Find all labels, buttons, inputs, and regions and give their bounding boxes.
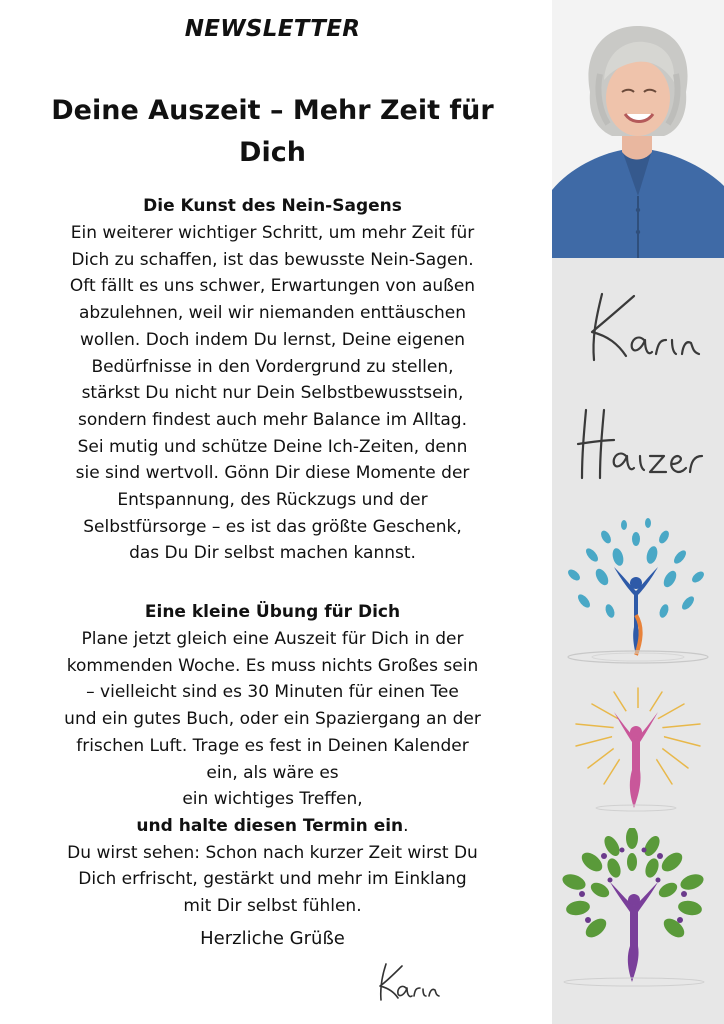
paragraph-line: ein wichtiges Treffen, xyxy=(182,789,363,810)
emphasis-suffix: . xyxy=(403,815,409,836)
paragraph-line: sondern findest auch mehr Balance im Alltag. xyxy=(78,409,467,430)
title-line: Deine Auszeit – Mehr Zeit für xyxy=(51,95,494,126)
paragraph-line: Du wirst sehen: Schon nach kurzer Zeit wirst Du xyxy=(67,842,478,863)
newsletter-label: NEWSLETTER xyxy=(184,16,361,42)
signoff-text: Herzliche Grüße xyxy=(200,928,345,949)
paragraph-line: Entspannung, des Rückzugs und der xyxy=(117,490,428,511)
paragraph-line: mit Dir selbst fühlen. xyxy=(183,896,362,917)
section-body-uebung xyxy=(30,626,515,920)
paragraph-line: Dich zu schaffen, ist das bewusste Nein-Sagen. xyxy=(71,249,474,270)
portrait-photo xyxy=(552,0,724,258)
section-body-nein-sagen xyxy=(30,220,515,567)
paragraph-line: das Du Dir selbst machen kannst. xyxy=(129,543,416,564)
paragraph-line: und ein gutes Buch, oder ein Spaziergang an der xyxy=(64,709,481,730)
paragraph-line: Plane jetzt gleich eine Auszeit für Dich in der xyxy=(81,629,464,649)
paragraph-line: kommenden Woche. Es muss nichts Großes sein xyxy=(66,655,479,676)
paragraph-line: stärkst Du nicht nur Dein Selbstbewusstsein, xyxy=(81,383,464,404)
sun-figure-icon xyxy=(552,684,724,812)
signature-first-name xyxy=(552,282,724,372)
paragraph-line: ein, als wäre es xyxy=(206,762,339,783)
water-tree-figure-icon xyxy=(552,515,724,665)
emphasis-text: und halte diesen Termin ein xyxy=(136,815,404,836)
green-tree-figure-icon xyxy=(552,828,724,988)
paragraph-line: abzulehnen, weil wir niemanden enttäuschen xyxy=(78,303,466,324)
emphasis-line xyxy=(30,813,515,840)
page-title xyxy=(20,90,525,174)
paragraph-line: Bedürfnisse in den Vordergrund zu stellen, xyxy=(91,356,454,377)
signature-last-name xyxy=(552,398,724,488)
paragraph-line: Dich erfrischt, gestärkt und mehr im Einklang xyxy=(78,869,467,890)
signature-small xyxy=(372,958,442,1006)
paragraph-line: Selbstfürsorge – es ist das größte Geschenk, xyxy=(83,516,462,537)
title-line: Dich xyxy=(239,137,306,168)
section-heading-uebung: Eine kleine Übung für Dich xyxy=(144,602,401,622)
paragraph-line: Oft fällt es uns schwer, Erwartungen von außen xyxy=(69,276,476,297)
sidebar xyxy=(552,0,724,1024)
paragraph-line: – vielleicht sind es 30 Minuten für einen Tee xyxy=(86,682,459,703)
paragraph-line: wollen. Doch indem Du lernst, Deine eigenen xyxy=(79,329,466,350)
paragraph-line: Sei mutig und schütze Deine Ich-Zeiten, denn xyxy=(77,436,468,457)
section-heading-nein-sagen: Die Kunst des Nein-Sagens xyxy=(143,196,402,216)
paragraph-line: sie sind wertvoll. Gönn Dir diese Momente der xyxy=(75,463,470,484)
paragraph-line: frischen Luft. Trage es fest in Deinen Kalender xyxy=(76,735,469,756)
paragraph-line: Ein weiterer wichtiger Schritt, um mehr Zeit für xyxy=(70,223,475,243)
